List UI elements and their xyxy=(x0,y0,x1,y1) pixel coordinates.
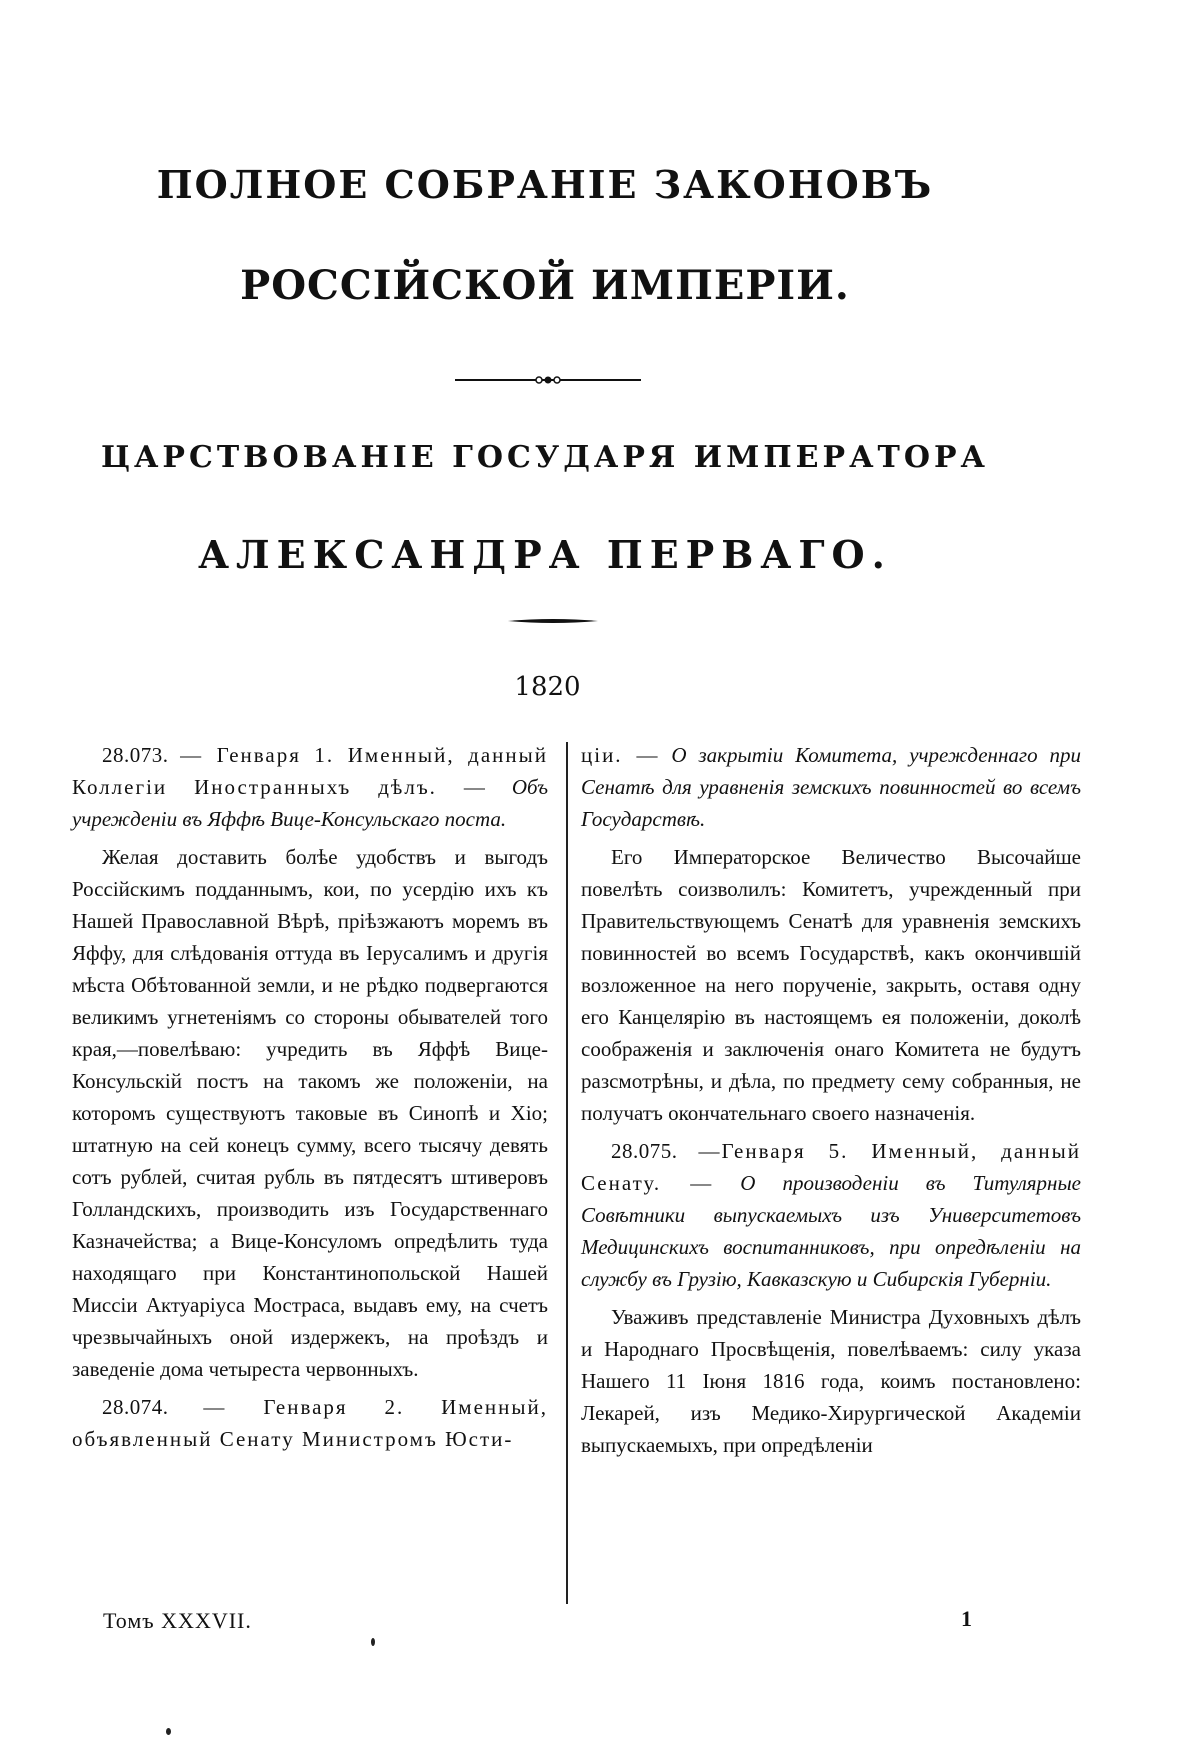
page-number: 1 xyxy=(961,1606,972,1631)
ornament-divider-top xyxy=(455,375,641,385)
entry-28074-continuation xyxy=(581,739,1081,835)
right-column xyxy=(581,739,1081,1467)
year-heading: 1820 xyxy=(514,672,581,702)
entry-rubric: О закрытіи Комитета, учрежденнаго при Сенатѣ для уравненія земскихъ повинностей во всемъ Государствѣ. xyxy=(581,743,1082,831)
emperor-name: АЛЕКСАНДРА ПЕРВАГО. xyxy=(198,532,892,577)
column-divider xyxy=(566,742,568,1604)
entry-number: 28.075. xyxy=(611,1139,678,1163)
entry-28073-header xyxy=(72,739,548,835)
entry-28074-body: Его Императорское Величество Высочайше повелѣть соизволилъ: Комитетъ, учрежденный при Правительствующемъ Сенатѣ для уравненія земскихъ повинностей во всемъ Государствѣ, какъ окончившій возложенное на него порученіе, закрыть, оставя одну его Канцелярію въ настоящемъ ея положеніи, доколѣ соображенія и заключенія онаго Комитета не будутъ разсмотрѣны, и дѣла, по предмету сему собранныя, не получатъ окончательнаго своего назначенія. xyxy=(581,845,1081,1125)
collection-title: ПОЛНОЕ СОБРАНІЕ ЗАКОНОВЪ xyxy=(156,162,934,207)
entry-rubric: О производеніи въ Титулярные Совѣтники выпускаемыхъ изъ Университетовъ Медицинскихъ воспитанниковъ, при опредѣленіи на службу въ Грузію, Кавказскую и Сибирскія Губерніи. xyxy=(581,1171,1081,1291)
entry-28075-body: Уваживъ представленіе Министра Духовныхъ дѣлъ и Народнаго Просвѣщенія, повелѣваемъ: силу указа Нашего 11 Іюня 1816 года, коимъ постановлено: Лекарей, изъ Медико-Хирургической Академіи выпускаемыхъ, при опредѣленіи xyxy=(581,1305,1081,1457)
volume-signature: Томъ XXXVII. xyxy=(103,1608,252,1633)
entry-rubric: Объ учрежденіи въ Яффѣ Вице-Консульскаго поста. xyxy=(72,775,548,831)
entry-28073-body: Желая доставить болѣе удобствъ и выгодъ Россійскимъ подданнымъ, кои, по усердію ихъ къ Нашей Православной Вѣрѣ, пріѣзжаютъ моремъ въ Яффу, для слѣдованія оттуда въ Іерусалимъ и другія мѣста Обѣтованной земли, и не рѣдко подвергаются великимъ угнетеніямъ со стороны обывателей того края,—повелѣваю: учредить въ Яффѣ Вице-Консульскій постъ на такомъ же положеніи, на которомъ существуютъ таковые въ Синопѣ и Хіо; штатную на сей конецъ сумму, всего тысячу девять сотъ рублей, считая рубль въ пятдесятъ штиверовъ Голландскихъ, производить изъ Государственнаго Казначейства; а Вице-Консуломъ опредѣлить туда находящаго при Константинопольской Нашей Миссіи Актуаріуса Мостраса, выдавъ ему, на счетъ чрезвычайныхъ оной издержекъ, на проѣздъ и заведеніе дома четыреста червонныхъ. xyxy=(72,845,548,1381)
left-column xyxy=(72,739,548,1461)
entry-number: 28.074. xyxy=(102,1395,169,1419)
ornament-divider-bottom xyxy=(508,617,598,625)
ink-speck xyxy=(371,1638,375,1646)
entry-heading: — Генваря 1. Именный, данный Коллегіи Иностранныхъ дѣлъ. — xyxy=(72,743,549,799)
entry-heading: —Генваря 5. Именный, данный Сенату. — xyxy=(581,1139,1081,1195)
entry-heading-continued: ціи. — xyxy=(581,743,660,767)
reign-heading: ЦАРСТВОВАНІЕ ГОСУДАРЯ ИМПЕРАТОРА xyxy=(101,440,989,475)
entry-heading: — Генваря 2. Именный, объявленный Сенату Министромъ Юсти- xyxy=(72,1395,548,1451)
ink-speck xyxy=(166,1728,171,1735)
entry-28074-header xyxy=(72,1391,548,1455)
entry-28075-header xyxy=(581,1135,1081,1295)
entry-number: 28.073. xyxy=(102,743,169,767)
collection-subtitle: РОССІЙСКОЙ ИМПЕРІИ. xyxy=(240,262,850,309)
